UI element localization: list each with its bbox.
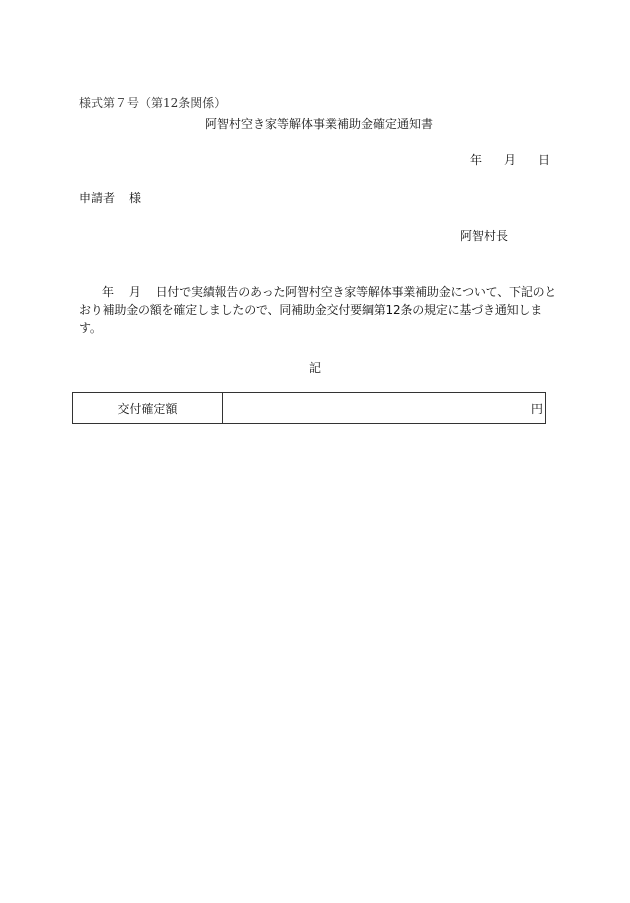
form-number: 様式第７号（第12条関係） (79, 96, 227, 110)
day-label: 日 (538, 153, 551, 167)
table-row (73, 393, 546, 424)
body-text: 日付で実績報告のあった阿智村空き家等解体事業補助金について、下記のとおり補助金の額を確定しましたので、同補助金交付要綱第12条の規定に基づき通知します。 (79, 285, 557, 335)
year-label: 年 (470, 153, 483, 167)
body-year-label: 年 (102, 285, 114, 299)
amount-value-cell[interactable] (223, 393, 546, 424)
document-title: 阿智村空き家等解体事業補助金確定通知書 (205, 117, 434, 131)
body-month-label: 月 (128, 285, 141, 299)
amount-unit: 円 (530, 401, 543, 416)
issue-date (470, 151, 550, 168)
month-label: 月 (504, 153, 517, 167)
ki-heading: 記 (309, 361, 322, 375)
recipient-label: 申請者 (79, 191, 116, 205)
amount-label-cell: 交付確定額 (73, 393, 223, 424)
amount-table (72, 392, 546, 424)
issuer-name: 阿智村長 (460, 229, 509, 243)
recipient-honorific: 様 (129, 191, 142, 205)
recipient-line (79, 189, 141, 206)
notice-body (79, 283, 557, 337)
